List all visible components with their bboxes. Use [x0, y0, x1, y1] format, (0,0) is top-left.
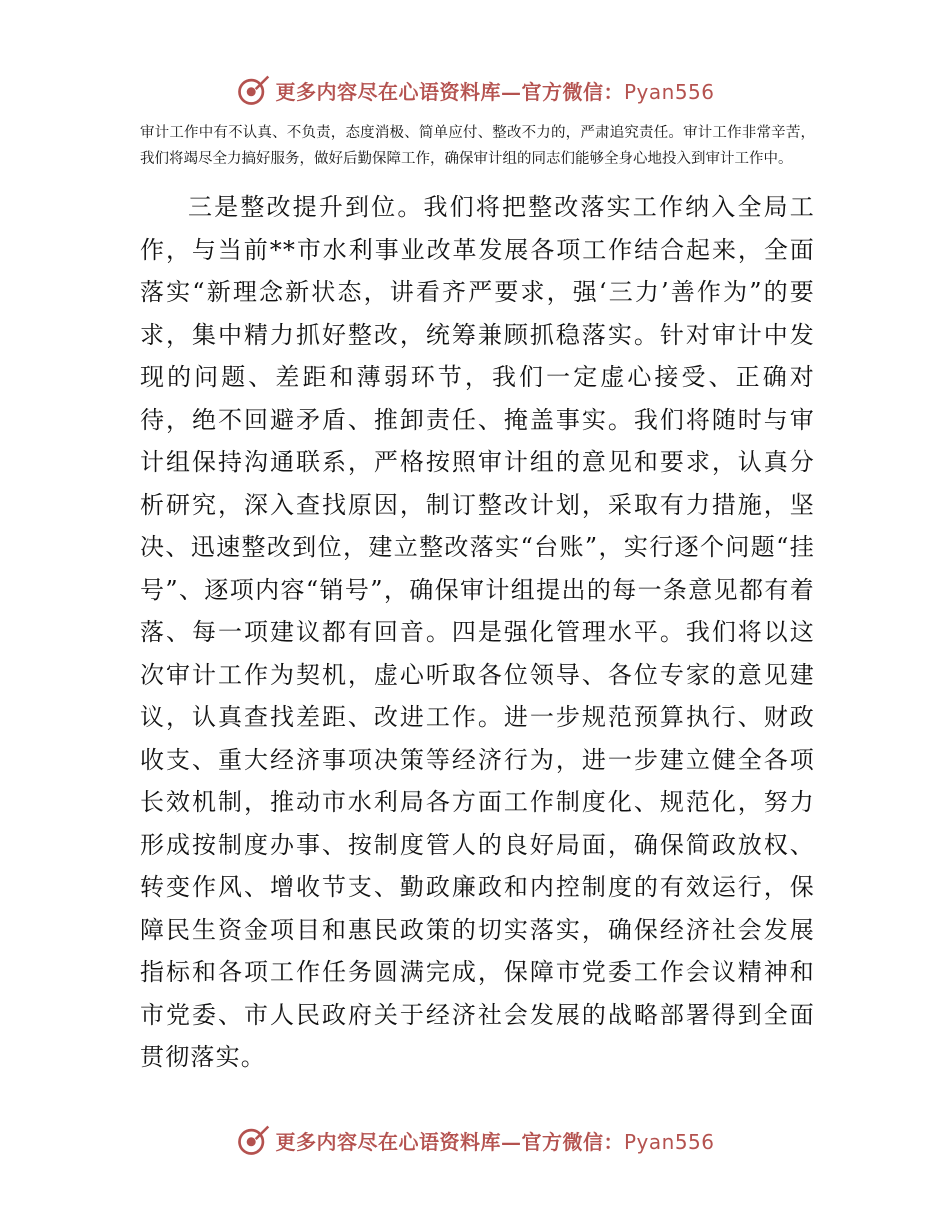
footer-banner: [0, 1120, 950, 1160]
banner-wechat-id: Pyan556: [623, 79, 715, 104]
banner-wechat-id: Pyan556: [623, 1129, 715, 1154]
banner-text: 更多内容尽在心语资料库—官方微信：Pyan556: [275, 79, 715, 104]
banner-text: 更多内容尽在心语资料库—官方微信：Pyan556: [275, 1129, 715, 1154]
brush-circle-logo-icon: [235, 72, 271, 108]
header-banner: [0, 70, 950, 110]
paragraph-continuation: 审计工作中有不认真、不负责，态度消极、简单应付、整改不力的，严肃追究责任。审计工作非常辛苦，我们将竭尽全力搞好服务，做好后勤保障工作，确保审计组的同志们能够全身心地投入到审计工作中。: [140, 125, 815, 167]
paragraph-main: 三是整改提升到位。我们将把整改落实工作纳入全局工作，与当前**市水利事业改革发展各项工作结合起来，全面落实“新理念新状态，讲看齐严要求，强‘三力’善作为”的要求，集中精力抓好整改，统筹兼顾抓稳落实。针对审计中发现的问题、差距和薄弱环节，我们一定虚心接受、正确对待，绝不回避矛盾、推卸责任、掩盖事实。我们将随时与审计组保持沟通联系，严格按照审计组的意见和要求，认真分析研究，深入查找原因，制订整改计划，采取有力措施，坚决、迅速整改到位，建立整改落实“台账”，实行逐个问题“挂号”、逐项内容“销号”，确保审计组提出的每一条意见都有着落、每一项建议都有回音。四是强化管理水平。我们将以这次审计工作为契机，虚心听取各位领导、各位专家的意见建议，认真查找差距、改进工作。进一步规范预算执行、财政收支、重大经济事项决策等经济行为，进一步建立健全各项长效机制，推动市水利局各方面工作制度化、规范化，努力形成按制度办事、按制度管人的良好局面，确保简政放权、转变作风、增收节支、勤政廉政和内控制度的有效运行，保障民生资金项目和惠民政策的切实落实，确保经济社会发展指标和各项工作任务圆满完成，保障市党委工作会议精神和市党委、市人民政府关于经济社会发展的战略部署得到全面贯彻落实。: [140, 193, 815, 1071]
brush-circle-logo-icon: [235, 1122, 271, 1158]
